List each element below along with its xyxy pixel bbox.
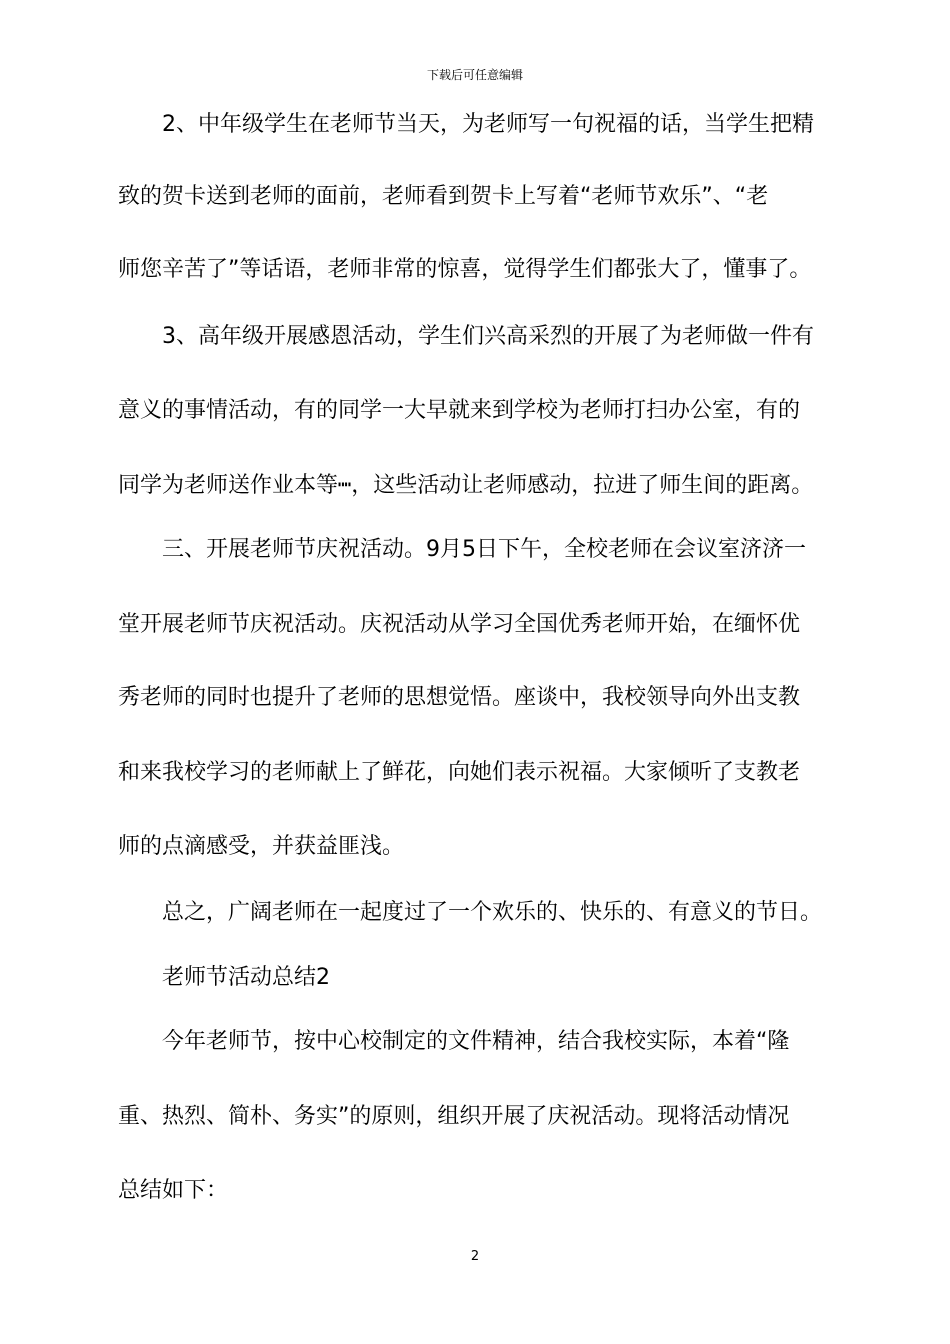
text-line: 总之，广阔老师在一起度过了一个欢乐的、快乐的、有意义的节日。 bbox=[162, 900, 823, 925]
text-line: 师的点滴感受，并获益匪浅。 bbox=[118, 834, 405, 859]
text-line: 今年老师节，按中心校制定的文件精神，结合我校实际，本着“隆 bbox=[162, 1029, 790, 1054]
text-line: 师您辛苦了”等话语，老师非常的惊喜，觉得学生们都张大了，懂事了。 bbox=[118, 257, 812, 282]
text-line: 重、热烈、简朴、务实”的原则，组织开展了庆祝活动。现将活动情况 bbox=[118, 1104, 790, 1129]
text-line: 三、开展老师节庆祝活动。9月5日下午，全校老师在会议室济济一 bbox=[162, 537, 806, 562]
text-line: 3、高年级开展感恩活动，学生们兴高采烈的开展了为老师做一件有 bbox=[162, 324, 814, 349]
page-header: 下载后可任意编辑 bbox=[426, 68, 523, 82]
text-line: 堂开展老师节庆祝活动。庆祝活动从学习全国优秀老师开始，在缅怀优 bbox=[118, 612, 801, 637]
page-number: 2 bbox=[470, 1249, 480, 1264]
text-line: 同学为老师送作业本等┉，这些活动让老师感动，拉进了师生间的距离。 bbox=[118, 473, 814, 498]
text-line: 意义的事情活动，有的同学一大早就来到学校为老师打扫办公室，有的 bbox=[118, 398, 801, 423]
section-heading: 老师节活动总结2 bbox=[162, 965, 330, 990]
text-line: 总结如下： bbox=[118, 1178, 229, 1203]
text-line: 秀老师的同时也提升了老师的思想觉悟。座谈中，我校领导向外出支教 bbox=[118, 685, 801, 710]
text-line: 和来我校学习的老师献上了鲜花，向她们表示祝福。大家倾听了支教老 bbox=[118, 760, 801, 785]
text-line: 致的贺卡送到老师的面前，老师看到贺卡上写着“老师节欢乐”、“老 bbox=[118, 184, 769, 209]
text-line: 2、中年级学生在老师节当天，为老师写一句祝福的话，当学生把精 bbox=[162, 112, 814, 137]
